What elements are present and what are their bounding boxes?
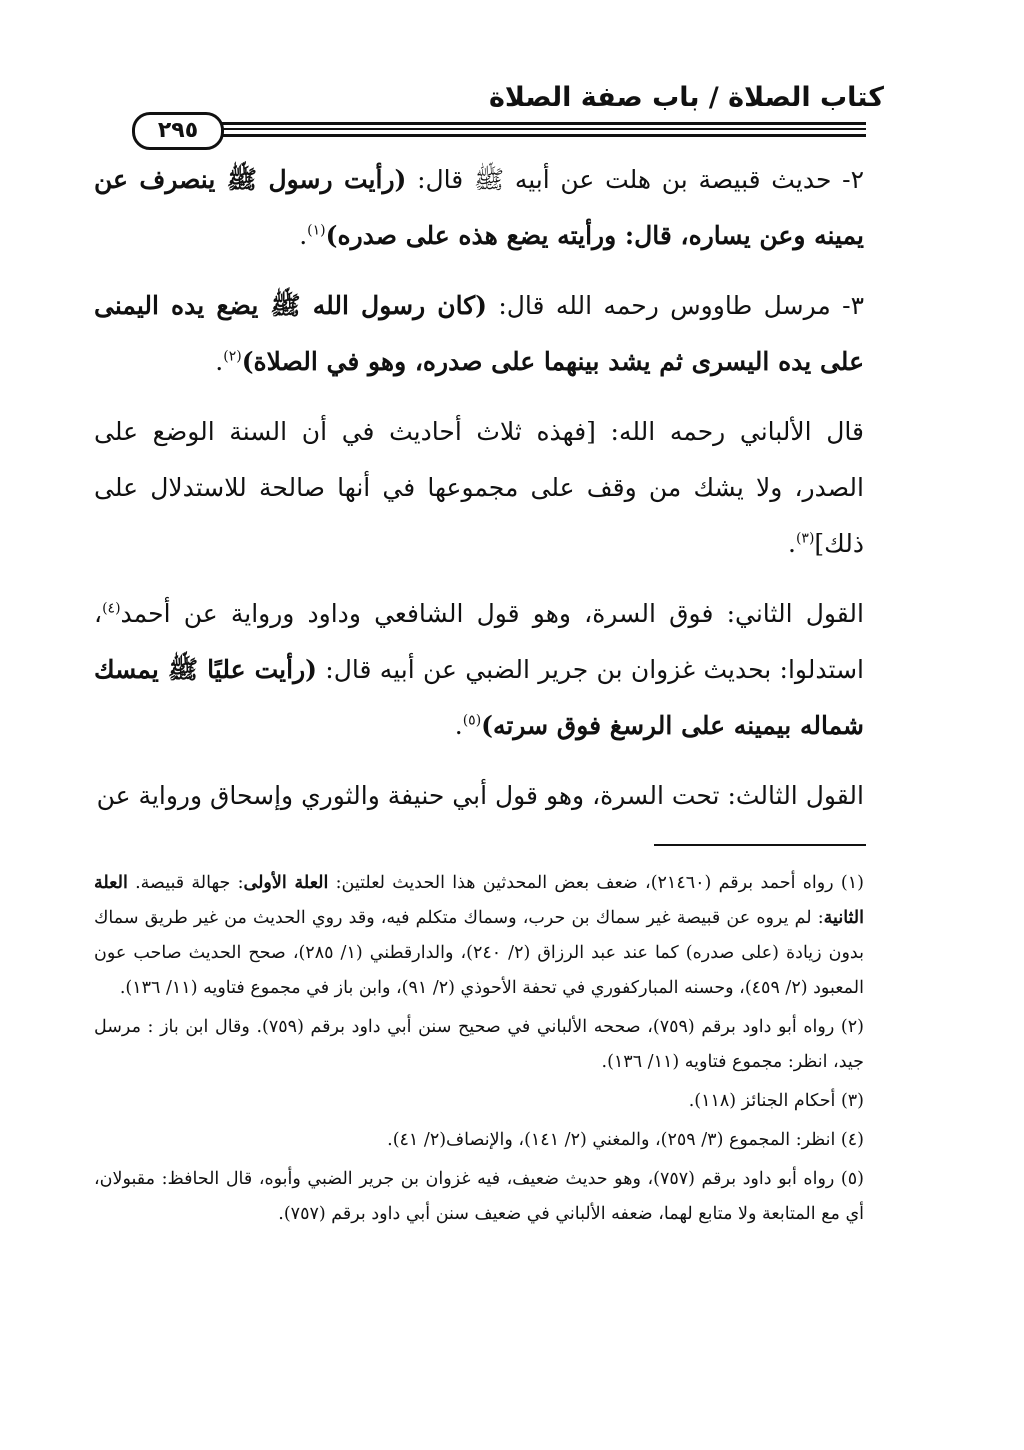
footnote-2: (٢) رواه أبو داود برقم (٧٥٩)، صححه الألباني في صحيح سنن أبي داود برقم (٧٥٩). وقال ابن باز : مرسل جيد، انظر: مجموع فتاويه (١١/ ١٣٦). — [94, 1017, 864, 1072]
paragraph-end: . — [215, 347, 224, 376]
footnote-ref: (١) — [307, 222, 326, 239]
paragraph-third-opinion — [94, 768, 864, 824]
footnote-text: : جهالة قبيصة. — [127, 873, 244, 893]
footnote-ref: (٤) — [102, 600, 121, 617]
paragraph-lead: ٢- حديث قبيصة بن هلت عن أبيه ﷺ قال: — [406, 165, 864, 194]
footnotes — [94, 866, 864, 1236]
footnote-ref: (٢) — [223, 348, 242, 365]
paragraph-text: القول الثالث: تحت السرة، وهو قول أبي حنيفة والثوري وإسحاق ورواية عن — [96, 781, 864, 810]
header-rule-line — [206, 134, 866, 137]
footnote-ref: (٣) — [795, 530, 815, 547]
hadith-quote: (رأيت عليًا ﷺ يمسك شماله بيمينه على الرسغ فوق سرته) — [94, 655, 864, 740]
footnote-5: (٥) رواه أبو داود برقم (٧٥٧)، وهو حديث ضعيف، فيه غزوان بن جرير الضبي وأبوه، قال الحافظ: مقبولان، أي مع المتابعة ولا متابع لهما، ضعفه الألباني في ضعيف سنن أبي داود برقم (٧٥٧). — [94, 1169, 864, 1224]
paragraph-text: قال الألباني رحمه الله: [فهذه ثلاث أحاديث في أن السنة الوضع على الصدر، ولا يشك من وقف على مجموعها في أنها صالحة للاستدلال على ذلك] — [94, 417, 864, 558]
header-rule-line — [206, 122, 866, 125]
footnote-emphasis: العلة الثانية — [94, 873, 864, 928]
paragraph-lead: ٣- مرسل طاووس رحمه الله قال: — [486, 291, 864, 320]
paragraph-end: . — [454, 711, 463, 740]
footnote-separator — [654, 844, 866, 846]
paragraph-second-opinion — [94, 586, 864, 754]
paragraph-text: القول الثاني: فوق السرة، وهو قول الشافعي وداود ورواية عن أحمد — [120, 599, 864, 628]
paragraph-hadith-qabisa — [94, 152, 864, 264]
hadith-quote: (رأيت رسول ﷺ ينصرف عن يمينه وعن يساره، قال: ورأيته يضع هذه على صدره) — [94, 165, 864, 250]
page-number: ٢٩٥ — [132, 112, 224, 150]
paragraph-end: . — [788, 529, 796, 558]
footnote-emphasis: العلة الأولى — [243, 873, 329, 893]
footnote-1 — [94, 866, 864, 1006]
running-header-title: كتاب الصلاة / باب صفة الصلاة — [488, 82, 884, 113]
header-rule — [86, 118, 866, 143]
footnote-3: (٣) أحكام الجنائز (١١٨). — [688, 1091, 864, 1111]
footnote-ref: (٥) — [462, 712, 482, 729]
paragraph-mid: ، استدلوا: بحديث غزوان بن جرير الضبي عن أبيه قال: — [94, 599, 864, 684]
main-text — [94, 152, 864, 838]
footnote-text: (١) رواه أحمد برقم (٢١٤٦٠)، ضعف بعض المحدثين هذا الحديث لعلتين: — [328, 873, 864, 893]
paragraph-mursal-tawus — [94, 278, 864, 390]
footnote-text: : لم يروه عن قبيصة غير سماك بن حرب، وسماك متكلم فيه، وقد روي الحديث من غير طريق سماك بدون زيادة (على صدره) كما عند عبد الرزاق (٢/ ٢٤٠)، والدارقطني (١/ ٢٨٥)، صحح الحديث صاحب عون المعبود (٢/ ٤٥٩)، وحسنه المباركفوري في تحفة الأحوذي (٢/ ٩١)، وابن باز في مجموع فتاويه (١١/ ١٣٦). — [94, 908, 864, 998]
footnote-4: (٤) انظر: المجموع (٣/ ٢٥٩)، والمغني (٢/ ١٤١)، والإنصاف(٢/ ٤١). — [387, 1130, 864, 1150]
paragraph-end: . — [299, 221, 308, 250]
paragraph-albani — [94, 404, 864, 572]
header-rule-line — [206, 128, 866, 130]
hadith-quote: (كان رسول الله ﷺ يضع يده اليمنى على يده اليسرى ثم يشد بينهما على صدره، وهو في الصلاة) — [94, 291, 864, 376]
